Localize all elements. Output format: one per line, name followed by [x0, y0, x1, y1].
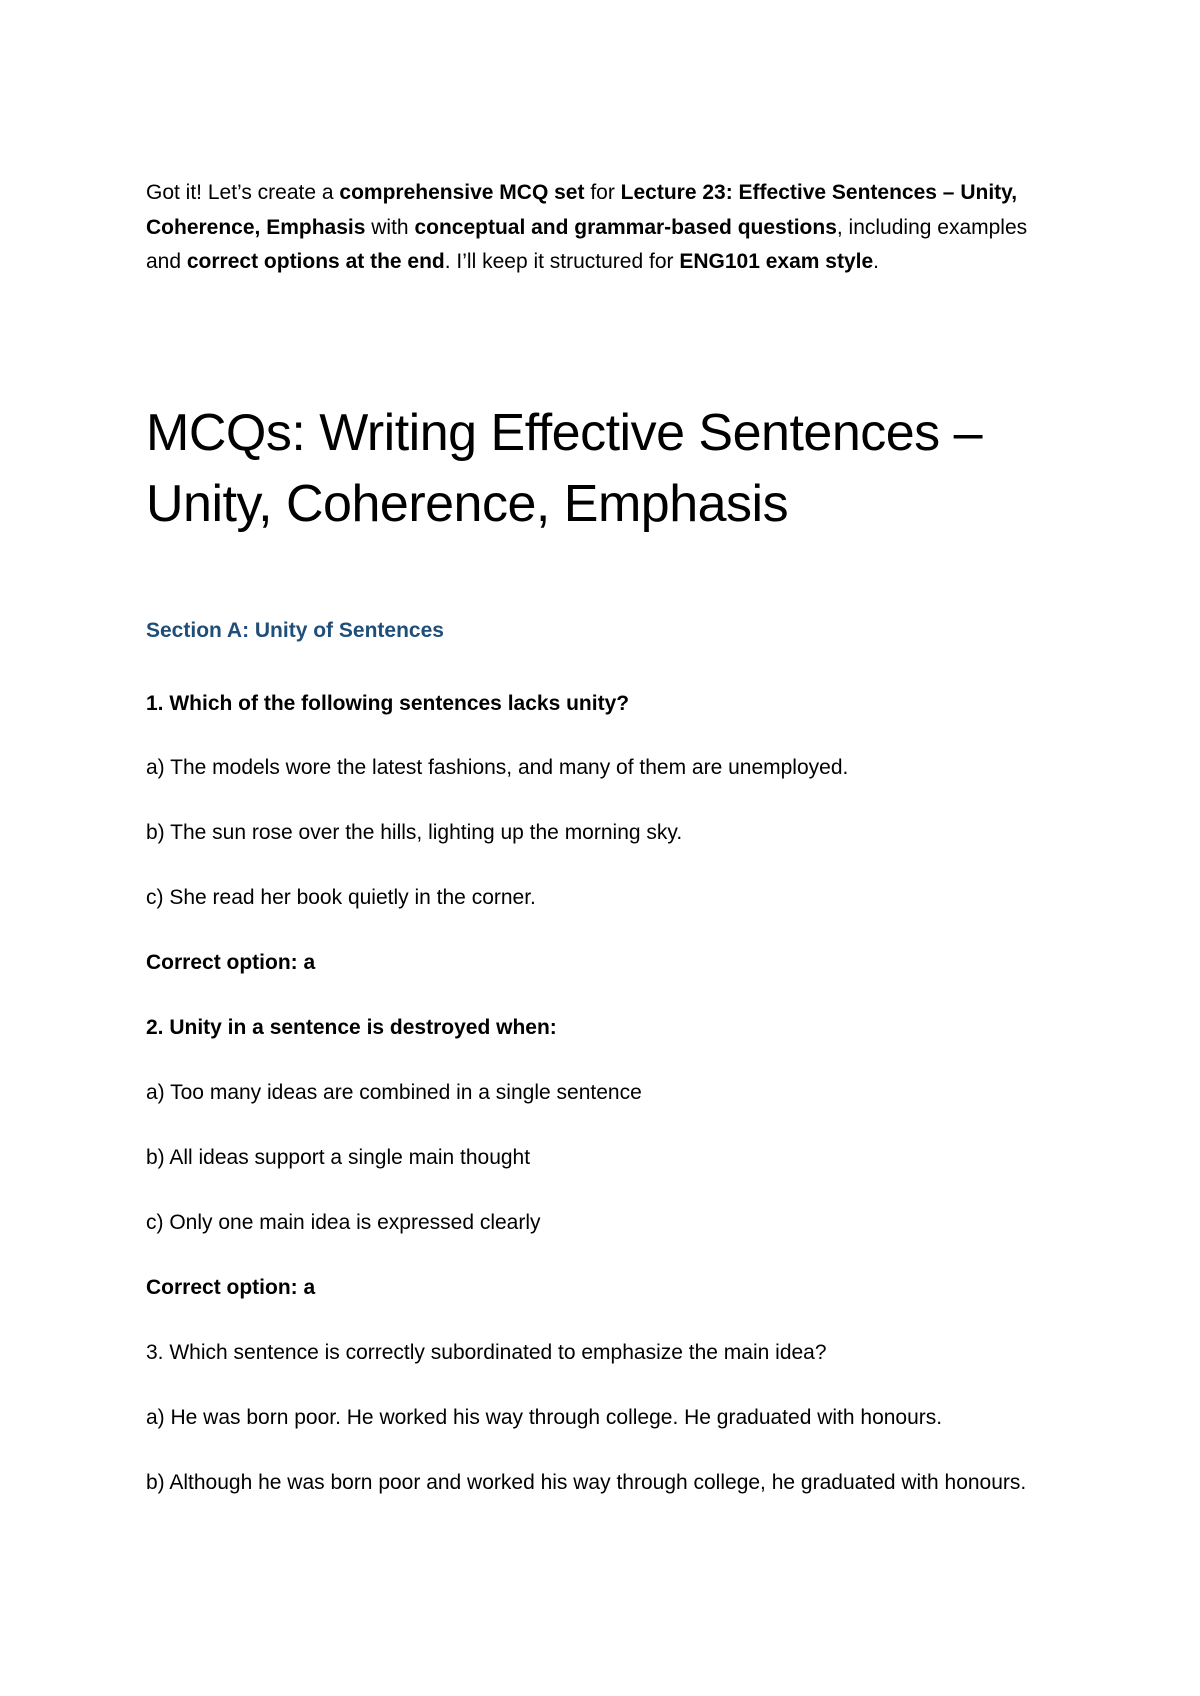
intro-bold-5: ENG101 exam style: [679, 250, 874, 274]
q1-option-c: c) She read her book quietly in the corner.: [146, 886, 536, 909]
q1-question: 1. Which of the following sentences lacks unity?: [146, 692, 630, 715]
intro-paragraph: [146, 176, 1056, 280]
intro-bold-2: Lecture 23: Effective Sentences – Unity, Coherence, Emphasis: [146, 181, 1018, 239]
q3-question: 3. Which sentence is correctly subordinated to emphasize the main idea?: [146, 1341, 827, 1364]
intro-text-2: for: [584, 181, 621, 204]
section-a-heading: Section A: Unity of Sentences: [146, 619, 444, 642]
q2-option-c: c) Only one main idea is expressed clearly: [146, 1211, 541, 1234]
page-title: MCQs: Writing Effective Sentences – Unity, Coherence, Emphasis: [146, 404, 983, 533]
q2-option-b: b) All ideas support a single main thought: [146, 1146, 531, 1169]
intro-bold-1: comprehensive MCQ set: [339, 181, 585, 204]
q1-answer: Correct option: a: [146, 951, 316, 974]
q3-option-b: b) Although he was born poor and worked his way through college, he graduated with honours.: [146, 1471, 1027, 1494]
intro-text-3: with: [365, 215, 415, 239]
q1-option-b: b) The sun rose over the hills, lighting up the morning sky.: [146, 821, 683, 844]
q2-option-a: a) Too many ideas are combined in a single sentence: [146, 1081, 642, 1104]
intro-text-6: .: [873, 250, 879, 274]
intro-text-4: , including examples and: [146, 215, 1028, 274]
intro-bold-3: conceptual and grammar-based questions: [414, 215, 837, 239]
q2-question: 2. Unity in a sentence is destroyed when:: [146, 1016, 557, 1039]
q1-option-a: a) The models wore the latest fashions, and many of them are unemployed.: [146, 756, 849, 779]
q3-option-a: a) He was born poor. He worked his way through college. He graduated with honours.: [146, 1406, 943, 1429]
intro-bold-4: correct options at the end: [186, 250, 445, 274]
intro-text-1: Got it! Let’s create a: [146, 181, 340, 204]
q2-answer: Correct option: a: [146, 1276, 316, 1299]
intro-text-5: . I’ll keep it structured for: [444, 250, 680, 274]
